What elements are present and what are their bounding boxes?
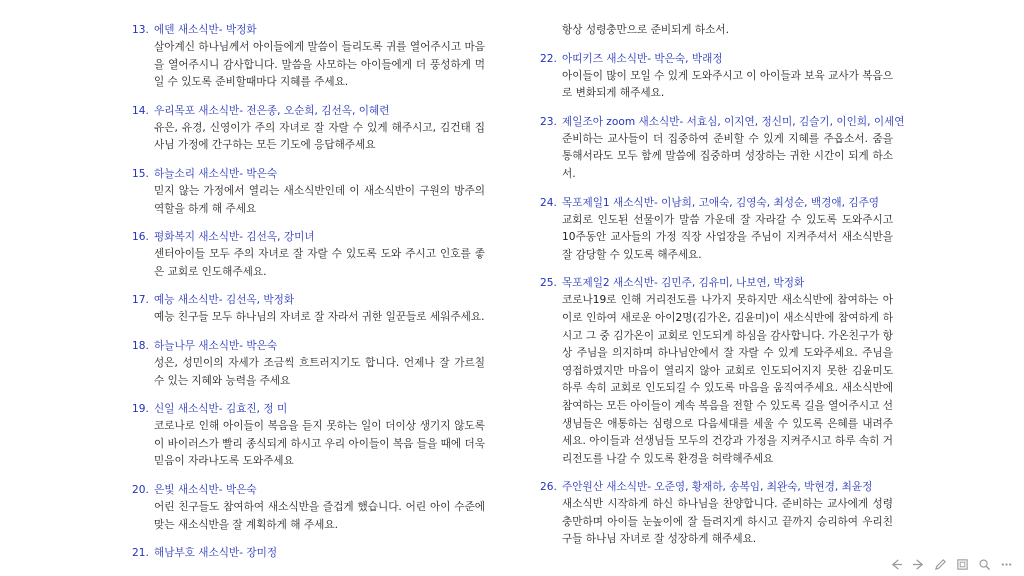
item-number: 22. — [540, 52, 557, 65]
item-heading — [540, 51, 893, 68]
item-title: 에덴 새소식반- 박정화 — [154, 24, 257, 36]
item-body: 센터아이들 모두 주의 자녀로 잘 자랄 수 있도록 도와 주시고 인호를 좋은 교회로 인도해주세요. — [154, 248, 485, 278]
presentation-toolbar — [888, 556, 1014, 572]
prayer-item — [132, 22, 485, 92]
item-heading — [540, 275, 893, 292]
item-title: 평화복지 새소식반- 김선옥, 강미녀 — [154, 231, 315, 244]
item-number: 24. — [540, 196, 557, 209]
item-body: 아이들이 많이 모일 수 있게 도와주시고 이 아이들과 보육 교사가 복음으로 변화되게 해주세요. — [562, 69, 893, 100]
item-title: 목포제일1 새소식반- 이남희, 고애숙, 김영숙, 최성순, 백경애, 김주영 — [562, 196, 880, 209]
prayer-item — [540, 51, 893, 103]
prayer-item — [132, 482, 485, 534]
item-body: 유은, 유경, 신영이가 주의 자녀로 잘 자랄 수 있게 해주시고, 김건태 집사님 가정에 간구하는 모든 기도에 응답해주세요 — [154, 121, 485, 152]
item-body: 예능 친구들 모두 하나님의 자녀로 잘 자라서 귀한 일꾼들로 세워주세요. — [154, 311, 485, 324]
right-column — [540, 22, 905, 560]
item-heading — [132, 103, 485, 120]
prayer-item — [132, 229, 485, 281]
item-heading — [540, 195, 893, 212]
item-heading — [132, 338, 485, 355]
item-number: 23. — [540, 115, 557, 128]
item-title: 은빛 새소식반- 박은숙 — [154, 483, 257, 496]
item-heading — [132, 166, 485, 183]
edit-icon[interactable] — [932, 556, 948, 572]
left-column — [132, 22, 485, 573]
item-body: 믿지 않는 가정에서 열리는 새소식반인데 이 새소식반이 구원의 방주의 역할을 하게 해 주세요 — [154, 184, 485, 215]
prayer-item — [132, 545, 485, 562]
item-number: 15. — [132, 167, 149, 180]
prayer-item — [540, 275, 893, 468]
item-heading — [132, 292, 485, 309]
item-number: 17. — [132, 294, 149, 307]
item-number: 25. — [540, 277, 557, 290]
item-body: 코로나19로 인해 거리전도를 나가지 못하지만 새소식반에 참여하는 아이로 인하여 새로운 아이2명(김가온, 김윤미)이 새소식반에 참여하게 하시고 그 중 김가온이 교회로 인도되게 하심을 감사합니다. 가온친구가 항상 주님을 의지하며 하나님안에서 잘 자랄 수 있게 도와주세요. 주님을 영접하였지만 마음이 열리지 않아 교회로 인도되어지지 못한 김윤미도 하루 속히 교회로 인도되길 수 있도록 마음을 움직여주세요. 새소식반에 참여하는 모든 아이들이 계속 복음을 전할 수 있도록 길을 열어주시고 선생님들은 애통하는 심령으로 다음세대를 세울 수 있도록 은혜를 내려주세요. 아이들과 선생님들 모두의 건강과 가정을 지켜주시고 하루 속히 거리전도를 나갈 수 있도록 환경을 허락해주세요 — [562, 294, 893, 465]
item-title: 아띠키즈 새소식반- 박은숙, 박래정 — [562, 52, 723, 65]
item-number: 18. — [132, 339, 149, 352]
item-heading — [132, 401, 485, 418]
prev-icon[interactable] — [888, 556, 904, 572]
item-body: 어린 친구들도 참여하여 새소식반을 즐겁게 했습니다. 어린 아이 수준에 맞는 새소식반을 잘 계획하게 해 주세요. — [154, 500, 485, 531]
item-heading — [132, 545, 485, 562]
prayer-item — [132, 338, 485, 390]
prayer-item — [540, 195, 893, 265]
item-body: 성은, 성민이의 자세가 조금씩 흐트러지기도 합니다. 언제나 잘 가르칠 수 있는 지혜와 능력을 주세요 — [154, 356, 485, 387]
prayer-item — [132, 292, 485, 327]
item-title: 신일 새소식반- 김효진, 정 미 — [154, 403, 288, 416]
item-title: 예능 새소식반- 김선옥, 박정화 — [154, 294, 295, 307]
menu-icon[interactable] — [998, 556, 1014, 572]
item-body: 살아계신 하나님께서 아이들에게 말씀이 들리도록 귀를 열어주시고 마음을 열어주시니 감사합니다. 말씀을 사모하는 아이들에게 더 풍성하게 먹일 수 있도록 준비할때마다 지혜를 주세요. — [154, 41, 485, 89]
item-heading — [540, 114, 905, 131]
prayer-item — [540, 479, 893, 549]
item-title: 주안원산 새소식반- 오준영, 황재하, 송복임, 최완숙, 박현경, 최윤정 — [562, 481, 873, 494]
item-title: 하늘나무 새소식반- 박은숙 — [154, 339, 278, 352]
prayer-item — [540, 114, 905, 184]
item-title: 목포제일2 새소식반- 김민주, 김유미, 나보연, 박정화 — [562, 277, 805, 290]
item-number: 14. — [132, 104, 149, 117]
item-body: 새소식반 시작하게 하신 하나님을 찬양합니다. 준비하는 교사에게 성령충만하며 아이들 눈높이에 잘 들려지게 하시고 끝까지 승리하여 우리친구들 하나님 자녀로 잘 성장하게 해주세요. — [562, 498, 893, 546]
item-title: 우리목포 새소식반- 전은종, 오순희, 김선옥, 이혜련 — [154, 104, 390, 117]
item-number: 26. — [540, 481, 557, 494]
item-number: 13. — [132, 24, 149, 36]
zoom-icon[interactable] — [976, 556, 992, 572]
prayer-item — [132, 166, 485, 218]
item-heading — [132, 229, 485, 246]
continuation-text: 항상 성령충만으로 준비되게 하소서. — [562, 24, 729, 36]
item-title: 하늘소리 새소식반- 박은숙 — [154, 167, 278, 180]
item-number: 21. — [132, 547, 149, 560]
item-number: 19. — [132, 403, 149, 416]
item-heading — [132, 22, 485, 39]
item-body: 코로나로 인해 아이들이 복음을 듣지 못하는 일이 더이상 생기지 않도록 이 바이러스가 빨리 종식되게 하시고 우리 아이들이 복음 들을 때에 더욱 믿음이 자라나도록 도와주세요 — [154, 420, 485, 468]
prayer-item — [132, 401, 485, 471]
prayer-item — [132, 103, 485, 155]
item-number: 16. — [132, 231, 149, 244]
item-title: 제일조아 zoom 새소식반- 서효심, 이지연, 정신미, 김슬기, 이인희, 이세연 — [562, 115, 905, 128]
item-number: 20. — [132, 483, 149, 496]
item-title: 해남부호 새소식반- 장미정 — [154, 547, 278, 560]
next-icon[interactable] — [910, 556, 926, 572]
item-body: 교회로 인도된 선물이가 말씀 가운데 잘 자라갈 수 있도록 도와주시고 10주동안 교사들의 가정 직장 사업장을 주님이 지켜주셔서 새소식반을 잘 감당할 수 있도록 해주세요. — [562, 213, 893, 261]
item-heading — [540, 479, 893, 496]
item-heading — [132, 482, 485, 499]
fullscreen-icon[interactable] — [954, 556, 970, 572]
item-body: 준비하는 교사들이 더 집중하여 준비할 수 있게 지혜를 주옵소서. 줌을 통해서라도 모두 함께 말씀에 집중하며 성장하는 귀한 시간이 되게 하소서. — [562, 132, 893, 180]
